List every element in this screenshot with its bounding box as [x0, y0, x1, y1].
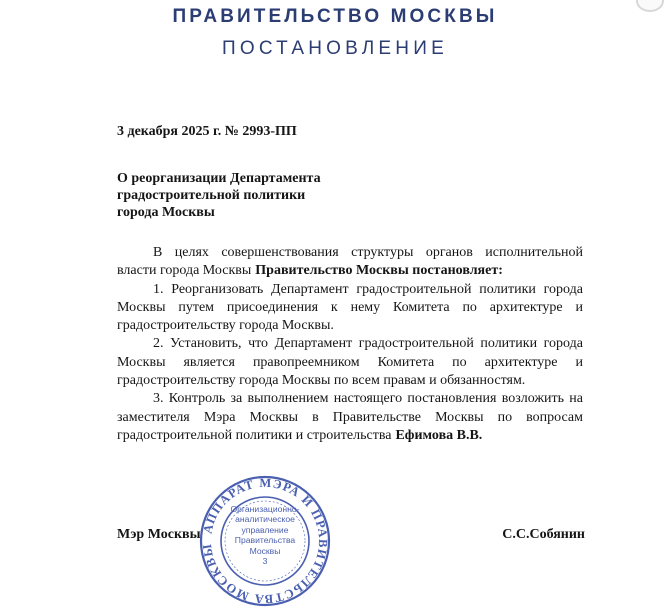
body-line: градостроительству города Москвы по всем правам и обязанностям.: [117, 373, 526, 389]
body-line: 2. Установить, что Департамент градостроительной политики города: [153, 336, 583, 352]
body-line: 3. Контроль за выполнением настоящего постановления возложить на: [153, 391, 583, 407]
signatory-position: Мэр Москвы: [117, 527, 201, 542]
responsible-person: Ефимова В.В.: [395, 427, 483, 443]
seal-line: 3: [262, 556, 268, 567]
body-line: [117, 427, 583, 445]
subject-line: градостроительной политики: [117, 188, 306, 203]
date-and-number: 3 декабря 2025 г. № 2993-ПП: [117, 124, 297, 139]
seal-line: аналитическое: [235, 514, 295, 525]
document-type: ПОСТАНОВЛЕНИЕ: [222, 38, 448, 59]
seal-ring-text: АППАРАТ МЭРА И ПРАВИТЕЛЬСТВА МОСКВЫ: [199, 475, 331, 607]
document-subject: [117, 170, 321, 221]
seal-center-text: [225, 504, 305, 566]
body-line: градостроительству города Москвы.: [117, 318, 334, 334]
seal-line: Организационно-: [230, 504, 300, 514]
resolution-phrase: Правительство Москвы постановляет:: [255, 263, 503, 279]
signatory-name: С.С.Собянин: [502, 527, 585, 542]
government-title: ПРАВИТЕЛЬСТВО МОСКВЫ: [172, 6, 498, 27]
body-line: Москвы является правопреемником Комитета по архитектуре и: [117, 354, 583, 370]
seal-line: управление: [241, 524, 289, 535]
body-line: Москвы путем присоединения к нему Комитета по архитектуре и: [117, 299, 583, 315]
subject-line: О реорганизации Департамента: [117, 171, 321, 186]
body-line: [117, 262, 583, 280]
body-line: заместителя Мэра Москвы в Правительстве Москвы по вопросам: [117, 409, 583, 425]
seal-line: Москвы: [249, 545, 281, 556]
body-line: В целях совершенствования структуры органов исполнительной: [153, 245, 583, 260]
official-seal-stamp: [198, 474, 332, 608]
seal-line: Правительства: [234, 535, 296, 546]
body-line: 1. Реорганизовать Департамент градостроительной политики города: [153, 281, 583, 297]
subject-line: города Москвы: [117, 205, 215, 220]
body-text: власти города Москвы: [117, 263, 252, 279]
document-body: [117, 244, 583, 445]
body-text: градостроительной политики и строительства: [117, 427, 392, 443]
